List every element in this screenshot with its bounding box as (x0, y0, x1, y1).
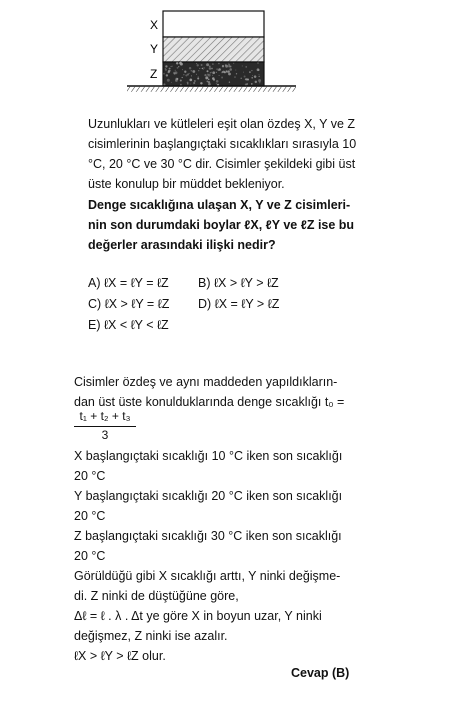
stacked-blocks-figure (0, 0, 467, 100)
option-a: A) ℓX = ℓY = ℓZ (88, 276, 169, 290)
solution-line: di. Z ninki de düştüğüne göre, (74, 589, 239, 603)
fraction-denominator: 3 (101, 428, 109, 442)
block-z (163, 62, 264, 86)
solution-line: ℓX > ℓY > ℓZ olur. (74, 649, 166, 663)
option-c: C) ℓX > ℓY = ℓZ (88, 297, 170, 311)
solution-line: Görüldüğü gibi X sıcaklığı arttı, Y ninki değişme- (74, 569, 341, 583)
label-y: Y (150, 42, 159, 56)
solution-line: 20 °C (74, 509, 106, 523)
question-text-line: üste konulup bir müddet bekleniyor. (88, 177, 285, 191)
solution-line: Z başlangıçtaki sıcaklığı 30 °C iken son sıcaklığı (74, 529, 342, 543)
option-b: B) ℓX > ℓY > ℓZ (198, 276, 279, 290)
option-e: E) ℓX < ℓY < ℓZ (88, 318, 169, 332)
question-text-line: cisimlerinin başlangıçtaki sıcaklıkları sırasıyla 10 (88, 137, 357, 151)
solution-line: değişmez, Z ninki ise azalır. (74, 629, 228, 643)
option-d: D) ℓX = ℓY > ℓZ (198, 297, 280, 311)
solution-line: Cisimler özdeş ve aynı maddeden yapıldıkların- (74, 375, 338, 389)
fraction-numerator: t₁ + t₂ + t₃ (79, 409, 131, 423)
question-bold-line: Denge sıcaklığına ulaşan X, Y ve Z cisimleri- (88, 198, 351, 212)
solution-line: Y başlangıçtaki sıcaklığı 20 °C iken son sıcaklığı (74, 489, 343, 503)
block-y (163, 37, 264, 62)
answer-label: Cevap (B) (291, 666, 350, 680)
ground-surface (127, 86, 296, 92)
fraction-bar (74, 426, 136, 427)
question-text-line: °C, 20 °C ve 30 °C dir. Cisimler şekildeki gibi üst (88, 157, 356, 171)
solution-line: 20 °C (74, 549, 106, 563)
label-z: Z (150, 67, 158, 81)
solution-line: dan üst üste konulduklarında denge sıcaklığı t₀ = (74, 395, 345, 409)
question-bold-line: nin son durumdaki boylar ℓX, ℓY ve ℓZ ise bu (88, 218, 355, 232)
question-bold-line: değerler arasındaki ilişki nedir? (88, 238, 276, 252)
label-x: X (150, 18, 159, 32)
solution-line: Δℓ = ℓ . λ . Δt ye göre X in boyun uzar, Y ninki (74, 609, 322, 623)
block-x (163, 11, 264, 37)
solution-line: X başlangıçtaki sıcaklığı 10 °C iken son sıcaklığı (74, 449, 343, 463)
question-text-line: Uzunlukları ve kütleleri eşit olan özdeş X, Y ve Z (88, 117, 356, 131)
solution-line: 20 °C (74, 469, 106, 483)
